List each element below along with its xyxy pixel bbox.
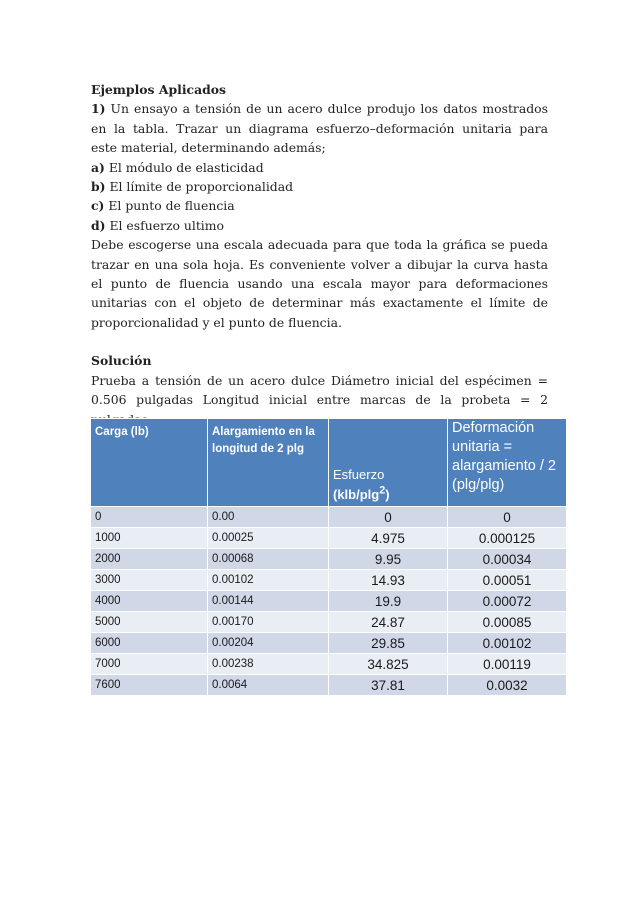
table-header-row bbox=[91, 419, 567, 507]
table-row bbox=[91, 549, 567, 570]
solution-heading: Solución bbox=[91, 353, 152, 369]
problem-text: Un ensayo a tensión de un acero dulce produjo los datos mostrados en la tabla. Trazar un diagrama esfuerzo–deformación unitaria para este material, determinando además; bbox=[91, 101, 548, 156]
cell-alargamiento: 0.00238 bbox=[208, 654, 329, 675]
data-table-container bbox=[90, 418, 567, 696]
cell-esfuerzo: 29.85 bbox=[329, 633, 448, 654]
cell-esfuerzo: 0 bbox=[329, 507, 448, 528]
cell-alargamiento: 0.00025 bbox=[208, 528, 329, 549]
header-esfuerzo-unit: (klb/plg bbox=[333, 487, 380, 502]
item-label: c) bbox=[91, 198, 105, 214]
data-table bbox=[90, 418, 567, 696]
cell-carga: 1000 bbox=[91, 528, 208, 549]
cell-esfuerzo: 4.975 bbox=[329, 528, 448, 549]
cell-carga: 4000 bbox=[91, 591, 208, 612]
problem-statement bbox=[91, 99, 548, 157]
cell-deformacion: 0.000125 bbox=[448, 528, 567, 549]
header-esfuerzo-close: ) bbox=[385, 487, 390, 502]
header-esfuerzo bbox=[329, 419, 448, 507]
table-row bbox=[91, 675, 567, 696]
cell-carga: 5000 bbox=[91, 612, 208, 633]
cell-esfuerzo: 14.93 bbox=[329, 570, 448, 591]
header-carga: Carga (lb) bbox=[91, 419, 208, 507]
cell-deformacion: 0.00085 bbox=[448, 612, 567, 633]
cell-esfuerzo: 34.825 bbox=[329, 654, 448, 675]
cell-carga: 0 bbox=[91, 507, 208, 528]
cell-alargamiento: 0.00204 bbox=[208, 633, 329, 654]
cell-deformacion: 0.0032 bbox=[448, 675, 567, 696]
table-row bbox=[91, 570, 567, 591]
table-body bbox=[91, 507, 567, 696]
table-row bbox=[91, 528, 567, 549]
list-item bbox=[91, 158, 548, 177]
item-label: b) bbox=[91, 179, 106, 195]
item-text: El punto de fluencia bbox=[108, 198, 235, 214]
table-row bbox=[91, 507, 567, 528]
cell-deformacion: 0.00051 bbox=[448, 570, 567, 591]
cell-deformacion: 0.00072 bbox=[448, 591, 567, 612]
item-list bbox=[91, 158, 548, 236]
cell-carga: 2000 bbox=[91, 549, 208, 570]
list-item bbox=[91, 177, 548, 196]
header-deformacion: Deformación unitaria = alargamiento / 2 (plg/plg) bbox=[448, 419, 567, 507]
table-row bbox=[91, 633, 567, 654]
cell-alargamiento: 0.00144 bbox=[208, 591, 329, 612]
cell-esfuerzo: 9.95 bbox=[329, 549, 448, 570]
problem-number: 1) bbox=[91, 101, 106, 117]
item-text: El módulo de elasticidad bbox=[108, 159, 264, 175]
item-label: d) bbox=[91, 217, 106, 233]
list-item bbox=[91, 216, 548, 235]
cell-alargamiento: 0.00102 bbox=[208, 570, 329, 591]
table-row bbox=[91, 612, 567, 633]
cell-deformacion: 0.00102 bbox=[448, 633, 567, 654]
table-row bbox=[91, 591, 567, 612]
item-text: El límite de proporcionalidad bbox=[109, 179, 294, 195]
cell-alargamiento: 0.00170 bbox=[208, 612, 329, 633]
item-label: a) bbox=[91, 159, 105, 175]
cell-carga: 7000 bbox=[91, 654, 208, 675]
cell-carga: 6000 bbox=[91, 633, 208, 654]
cell-carga: 3000 bbox=[91, 570, 208, 591]
list-item bbox=[91, 196, 548, 215]
cell-carga: 7600 bbox=[91, 675, 208, 696]
item-text: El esfuerzo ultimo bbox=[109, 217, 224, 233]
header-esfuerzo-prefix: Esfuerzo bbox=[333, 466, 385, 482]
cell-deformacion: 0 bbox=[448, 507, 567, 528]
document-body bbox=[91, 80, 548, 429]
table-row bbox=[91, 654, 567, 675]
cell-alargamiento: 0.0064 bbox=[208, 675, 329, 696]
solution-text: Prueba a tensión de un acero dulce Diámetro inicial del espécimen = 0.506 pulgadas Longitud inicial entre marcas de la probeta = 2 bbox=[91, 372, 548, 408]
cell-esfuerzo: 24.87 bbox=[329, 612, 448, 633]
instructions-paragraph: Debe escogerse una escala adecuada para que toda la gráfica se pueda trazar en una sola hoja. Es conveniente volver a dibujar la curva hasta el punto de fluencia usando una escala mayor para deformaciones unitarias con el objeto de determinar más exactamente el límite de proporcionalidad y el punto de fluencia. bbox=[91, 237, 548, 330]
cell-deformacion: 0.00119 bbox=[448, 654, 567, 675]
section-heading: Ejemplos Aplicados bbox=[91, 82, 227, 97]
cell-esfuerzo: 19.9 bbox=[329, 591, 448, 612]
cell-deformacion: 0.00034 bbox=[448, 549, 567, 570]
cell-alargamiento: 0.00068 bbox=[208, 549, 329, 570]
header-esfuerzo-exponent: 2 bbox=[379, 484, 386, 497]
cell-alargamiento: 0.00 bbox=[208, 507, 329, 528]
cell-esfuerzo: 37.81 bbox=[329, 675, 448, 696]
header-alargamiento: Alargamiento en la longitud de 2 plg bbox=[208, 419, 329, 507]
